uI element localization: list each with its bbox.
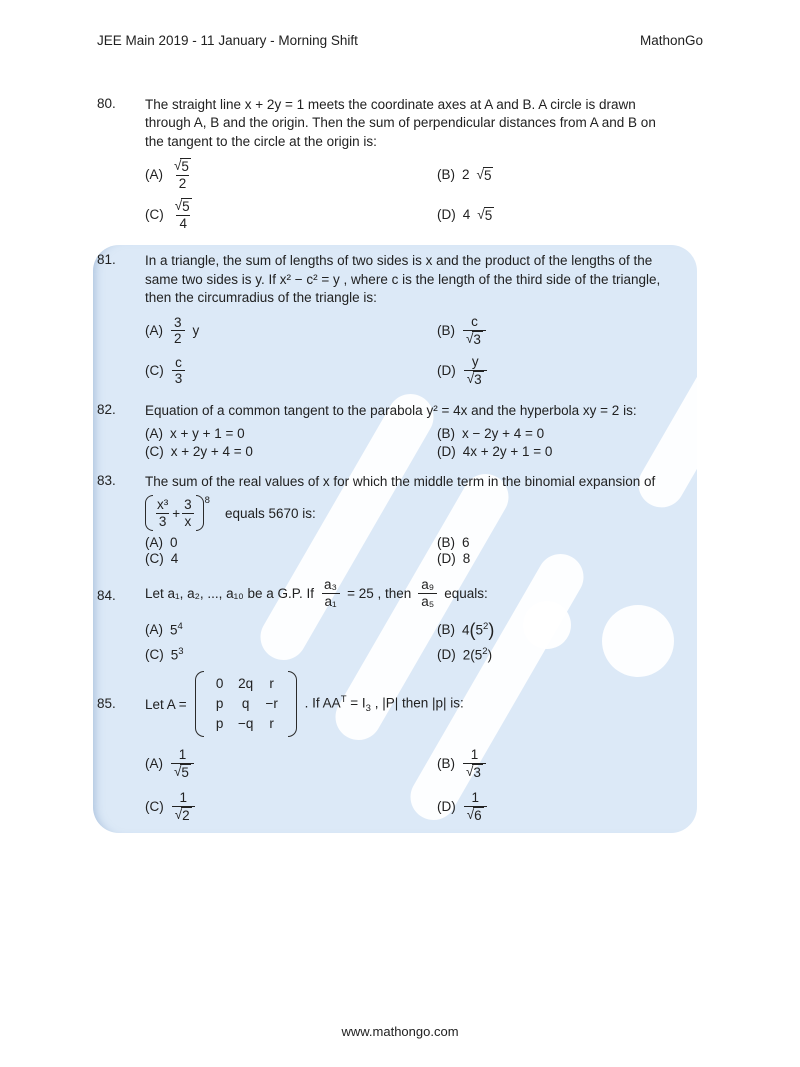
pre: 2 bbox=[462, 647, 471, 663]
sqrt bbox=[466, 764, 483, 781]
fraction-denominator bbox=[171, 763, 194, 781]
header-title: JEE Main 2019 - 11 January - Morning Shift bbox=[97, 33, 358, 48]
exponent: 2 bbox=[482, 645, 488, 657]
radicand: 2 bbox=[182, 807, 190, 823]
option-d bbox=[437, 551, 470, 566]
matrix-grid bbox=[204, 671, 288, 737]
close-paren bbox=[196, 495, 204, 531]
question-number: 80. bbox=[97, 96, 116, 111]
fraction-numerator: 1 bbox=[178, 747, 187, 763]
question-body bbox=[145, 671, 488, 825]
fraction-numerator bbox=[172, 198, 195, 215]
option-text: 6 bbox=[462, 535, 470, 551]
question-text-line: In a triangle, the sum of lengths of two sides is x and the product of the lengths of the bbox=[145, 253, 653, 269]
fraction-numerator: a₉ bbox=[421, 577, 435, 593]
formula-tail: equals 5670 is: bbox=[224, 505, 316, 521]
option-label: (C) bbox=[145, 646, 164, 662]
exponent: 3 bbox=[178, 645, 184, 657]
fraction-denominator: x bbox=[182, 513, 195, 530]
highlight-section bbox=[97, 252, 660, 825]
fraction-denominator: 3 bbox=[172, 370, 186, 387]
fraction-denominator bbox=[464, 370, 487, 388]
option-text: x − 2y + 4 = 0 bbox=[462, 425, 545, 441]
matrix-paren-right bbox=[288, 671, 297, 737]
exponent: 2 bbox=[483, 621, 489, 633]
question-formula-line bbox=[145, 671, 488, 737]
radical-sign: √ bbox=[466, 763, 474, 779]
formula-row bbox=[145, 495, 655, 531]
radical-sign: √ bbox=[174, 806, 183, 822]
sqrt bbox=[466, 331, 483, 348]
fraction-numerator: y bbox=[471, 354, 479, 370]
option-math bbox=[171, 646, 184, 663]
question-number: 85. bbox=[97, 696, 116, 712]
exponent: 8 bbox=[204, 495, 210, 507]
option-label: (D) bbox=[437, 799, 456, 815]
option-label: (A) bbox=[145, 622, 163, 637]
question-82 bbox=[97, 402, 660, 458]
question-text-line: Equation of a common tangent to the parabola y² = 4x and the hyperbola xy = 2 is: bbox=[145, 403, 637, 419]
option-label: (C) bbox=[145, 363, 164, 379]
question-text: Let A = bbox=[145, 696, 187, 712]
matrix-paren-left bbox=[195, 671, 204, 737]
question-formula-line bbox=[145, 575, 494, 611]
radicand: 5 bbox=[483, 167, 492, 183]
fraction bbox=[171, 158, 194, 191]
options-grid bbox=[145, 535, 655, 566]
matrix-cell: q bbox=[241, 696, 250, 712]
question-text: equals: bbox=[444, 585, 488, 601]
option-label: (C) bbox=[145, 799, 164, 815]
option-label: (B) bbox=[437, 425, 455, 441]
fraction-numerator: x³ bbox=[157, 497, 169, 513]
open-paren: ( bbox=[470, 647, 475, 663]
question-85 bbox=[97, 671, 660, 825]
matrix-cell: −q bbox=[237, 716, 254, 732]
option-a bbox=[145, 313, 437, 349]
option-a bbox=[145, 426, 437, 441]
option-text: x + y + 1 = 0 bbox=[170, 425, 245, 441]
sqrt bbox=[175, 807, 192, 824]
text-piece: , |P| then |p| is: bbox=[370, 695, 464, 711]
fraction bbox=[464, 354, 487, 387]
question-text: Let a₁, a₂, ..., a₁₀ be a G.P. If bbox=[145, 585, 315, 601]
question-text-line: the tangent to the circle at the origin is: bbox=[145, 133, 377, 149]
fraction bbox=[172, 355, 186, 387]
base: 5 bbox=[170, 622, 178, 638]
radical-sign: √ bbox=[466, 806, 475, 822]
question-text-line: through A, B and the origin. Then the sum of perpendicular distances from A and B on bbox=[145, 115, 656, 131]
options-grid bbox=[145, 312, 660, 389]
radicand: 3 bbox=[474, 371, 482, 387]
fraction bbox=[321, 577, 340, 609]
radical-sign: √ bbox=[477, 206, 485, 222]
radical-sign: √ bbox=[466, 370, 475, 386]
question-number: 84. bbox=[97, 588, 116, 604]
question-body bbox=[145, 402, 637, 458]
option-label: (A) bbox=[145, 425, 163, 441]
question-body bbox=[145, 252, 660, 389]
option-c bbox=[145, 788, 437, 825]
question-text: = 25 , then bbox=[347, 585, 412, 601]
open-paren: ( bbox=[469, 619, 476, 640]
sqrt bbox=[467, 807, 484, 824]
radical-sign: √ bbox=[466, 330, 474, 346]
option-label: (B) bbox=[437, 756, 455, 772]
question-text-line: then the circumradius of the triangle is: bbox=[145, 290, 377, 306]
sqrt bbox=[174, 764, 191, 781]
base: 5 bbox=[170, 647, 179, 663]
option-text: 4x + 2y + 1 = 0 bbox=[462, 443, 553, 459]
radicand: 5 bbox=[181, 764, 189, 780]
option-label: (B) bbox=[437, 323, 455, 339]
question-body bbox=[145, 96, 656, 233]
fraction bbox=[418, 577, 437, 609]
question-80 bbox=[97, 96, 660, 233]
radical-sign: √ bbox=[174, 763, 182, 779]
option-label: (C) bbox=[145, 551, 164, 567]
option-b bbox=[437, 535, 470, 550]
option-c bbox=[145, 646, 437, 663]
fraction-suffix: y bbox=[192, 323, 200, 339]
page-header bbox=[97, 33, 703, 48]
matrix-cell: 0 bbox=[215, 676, 224, 692]
option-b bbox=[437, 745, 488, 782]
option-c bbox=[145, 353, 437, 389]
option-a bbox=[145, 156, 437, 193]
pre: 4 bbox=[462, 622, 470, 638]
fraction bbox=[171, 315, 185, 347]
sqrt bbox=[467, 371, 484, 388]
option-b bbox=[437, 621, 494, 638]
option-text: 0 bbox=[170, 535, 178, 551]
matrix-cell: p bbox=[215, 696, 224, 712]
option-b bbox=[437, 426, 552, 441]
fraction-numerator: 1 bbox=[179, 790, 187, 806]
option-label: (D) bbox=[437, 443, 456, 459]
fraction-numerator: 1 bbox=[471, 790, 479, 806]
fraction-numerator: a₃ bbox=[324, 577, 338, 593]
fraction-denominator: 2 bbox=[176, 175, 190, 192]
option-label: (A) bbox=[145, 323, 163, 339]
option-label: (B) bbox=[437, 535, 455, 551]
plus-sign: + bbox=[172, 505, 181, 521]
questions-area bbox=[97, 96, 660, 825]
radicand: 5 bbox=[181, 159, 189, 175]
options-grid bbox=[145, 621, 494, 662]
option-text: x + 2y + 4 = 0 bbox=[170, 443, 253, 459]
radicand: 6 bbox=[474, 807, 482, 823]
option-label: (C) bbox=[145, 443, 164, 459]
text-piece: . If AA bbox=[304, 695, 341, 711]
option-a bbox=[145, 621, 437, 638]
fraction-denominator bbox=[463, 763, 486, 781]
option-label: (C) bbox=[145, 207, 164, 223]
radicand: 5 bbox=[484, 207, 493, 223]
option-b bbox=[437, 312, 488, 349]
fraction-denominator bbox=[172, 806, 195, 824]
sqrt bbox=[477, 167, 494, 183]
fraction-numerator: 3 bbox=[184, 497, 192, 513]
close-paren: ) bbox=[487, 647, 493, 663]
option-a bbox=[145, 745, 437, 782]
fraction bbox=[171, 747, 194, 780]
identity-sub: 3 bbox=[365, 703, 371, 715]
matrix bbox=[195, 671, 297, 737]
option-label: (D) bbox=[437, 363, 456, 379]
fraction bbox=[154, 497, 171, 529]
options-grid bbox=[145, 426, 637, 459]
option-d bbox=[437, 207, 494, 223]
option-label: (B) bbox=[437, 167, 455, 183]
radicand: 5 bbox=[182, 199, 190, 215]
question-text bbox=[305, 694, 464, 714]
radical-sign: √ bbox=[174, 158, 182, 174]
fraction-denominator: 2 bbox=[171, 330, 185, 347]
option-label: (A) bbox=[145, 167, 163, 183]
fraction bbox=[181, 497, 195, 529]
option-text: 4 bbox=[170, 551, 179, 567]
fraction-numerator: 1 bbox=[470, 747, 479, 763]
option-label: (D) bbox=[437, 551, 456, 567]
question-83 bbox=[97, 473, 660, 566]
matrix-cell: −r bbox=[265, 696, 278, 712]
page-footer bbox=[0, 1024, 800, 1039]
options-grid bbox=[145, 745, 488, 825]
text-piece: = I bbox=[346, 695, 366, 711]
question-81 bbox=[97, 252, 660, 389]
header-brand: MathonGo bbox=[639, 33, 703, 48]
coefficient: 4 bbox=[462, 207, 471, 223]
question-84 bbox=[97, 575, 660, 662]
fraction-denominator bbox=[464, 806, 487, 824]
matrix-cell: r bbox=[269, 676, 274, 692]
question-number: 81. bbox=[97, 252, 116, 268]
base: 5 bbox=[475, 622, 484, 638]
fraction bbox=[464, 790, 487, 823]
open-paren bbox=[145, 495, 153, 531]
fraction-numerator: c bbox=[175, 354, 182, 370]
matrix-cell: r bbox=[269, 716, 274, 732]
fraction-numerator: 3 bbox=[174, 314, 182, 330]
option-c bbox=[145, 551, 437, 566]
option-label: (D) bbox=[437, 207, 456, 223]
fraction-denominator: a₅ bbox=[418, 593, 437, 610]
option-label: (B) bbox=[437, 622, 455, 637]
fraction bbox=[463, 747, 486, 780]
option-label: (A) bbox=[145, 756, 163, 772]
option-math bbox=[170, 621, 183, 638]
fraction-denominator: a₁ bbox=[322, 593, 340, 610]
question-body bbox=[145, 575, 494, 662]
sqrt bbox=[174, 158, 191, 175]
fraction bbox=[463, 314, 486, 347]
option-text: 8 bbox=[462, 551, 471, 567]
close-paren: ) bbox=[488, 619, 495, 640]
fraction-numerator bbox=[171, 158, 194, 175]
question-number: 83. bbox=[97, 472, 116, 488]
fraction-numerator: c bbox=[471, 314, 478, 330]
matrix-cell: 2q bbox=[238, 676, 254, 692]
fraction-denominator: 4 bbox=[176, 215, 190, 232]
question-text-line: same two sides is y. If x² − c² = y , where c is the length of the third side of the triangle, bbox=[145, 271, 661, 287]
exponent: 4 bbox=[177, 621, 183, 633]
option-d bbox=[437, 788, 488, 825]
option-c bbox=[145, 196, 437, 233]
option-math bbox=[462, 621, 494, 638]
question-text-line: The sum of the real values of x for which the middle term in the binomial expansion of bbox=[145, 473, 656, 489]
option-math bbox=[463, 646, 492, 663]
option-d bbox=[437, 444, 552, 459]
binomial-expression bbox=[145, 495, 215, 531]
radical-sign: √ bbox=[174, 198, 183, 214]
option-d bbox=[437, 646, 494, 663]
footer-link: www.mathongo.com bbox=[341, 1024, 459, 1039]
question-text-line: The straight line x + 2y = 1 meets the coordinate axes at A and B. A circle is drawn bbox=[145, 97, 636, 112]
fraction bbox=[172, 198, 195, 231]
options-grid bbox=[145, 156, 656, 233]
option-a bbox=[145, 535, 437, 550]
sqrt bbox=[175, 198, 192, 215]
question-body bbox=[145, 473, 655, 566]
radical-sign: √ bbox=[476, 166, 484, 182]
radicand: 3 bbox=[473, 331, 481, 347]
fraction bbox=[172, 790, 195, 823]
fraction-denominator: 3 bbox=[156, 513, 170, 530]
coefficient: 2 bbox=[462, 167, 470, 183]
option-label: (A) bbox=[145, 535, 163, 551]
radicand: 3 bbox=[473, 764, 481, 780]
question-number: 82. bbox=[97, 402, 116, 418]
option-d bbox=[437, 352, 488, 389]
fraction-denominator bbox=[463, 330, 486, 348]
base: 5 bbox=[474, 647, 483, 663]
sqrt bbox=[477, 207, 494, 223]
option-c bbox=[145, 444, 437, 459]
option-b bbox=[437, 167, 494, 183]
matrix-cell: p bbox=[215, 716, 224, 732]
transpose-sup: T bbox=[340, 694, 347, 706]
option-label: (D) bbox=[437, 646, 456, 662]
